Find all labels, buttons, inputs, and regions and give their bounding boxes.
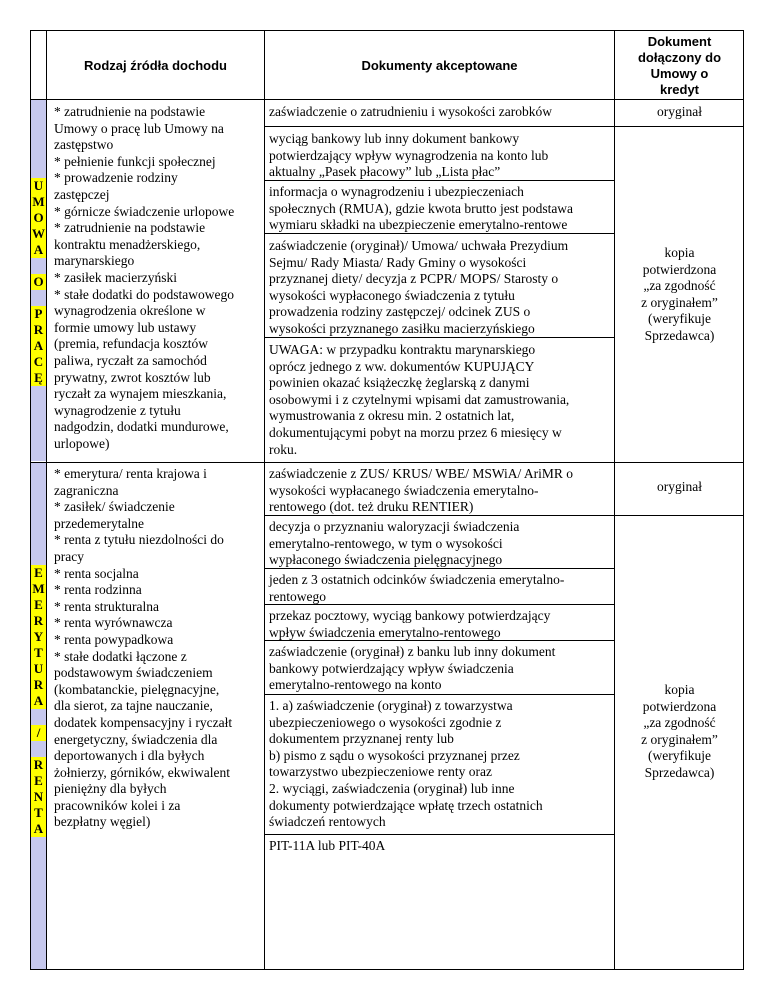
side-letter: M <box>32 581 45 596</box>
side-letter <box>31 290 46 306</box>
document-item: jeden z 3 ostatnich odcinków świadczenia emerytalno- rentowego <box>269 572 565 604</box>
side-letter: / <box>31 725 46 741</box>
side-letter: R <box>31 677 46 693</box>
side-letter: O <box>31 210 46 226</box>
header-income-source: Rodzaj źródła dochodu <box>84 58 227 73</box>
document-item: zaświadczenie z ZUS/ KRUS/ WBE/ MSWiA/ AriMR o wysokości wypłacanego świadczenia emerytalno- rentowego (dot. też druku RENTIER) <box>269 466 574 515</box>
side-letter: T <box>31 805 46 821</box>
side-letter: P <box>31 306 46 322</box>
income-sources-employment: * zatrudnienie na podstawie Umowy o pracę lub Umowy na zastępstwo * pełnienie funkcji społecznej * prowadzenie rodziny zastępczej * górnicze świadczenie urlopowe * zatrudnienie na podstawie kontraktu menadżerskiego, marynarskiego * zasiłek macierzyński * stałe dodatki do podstawowego wynagrodzenia określone w formie umowy lub ustawy (premia, refundacja kosztów paliwa, ryczałt za samochód prywatny, zwrot kosztów lub ryczałt za wynajem mieszkania, wynagrodzenie z tytułu nadgodzin, dodatki mundurowe, urlopowe) <box>54 104 235 451</box>
col-divider-1 <box>46 30 47 970</box>
side-letter <box>31 258 46 274</box>
col-divider-3 <box>614 30 615 970</box>
header-accepted-documents: Dokumenty akceptowane <box>361 58 518 73</box>
side-label-emerytura-renta <box>31 565 46 837</box>
side-letter: R <box>31 757 46 773</box>
document-item: decyzja o przyznaniu waloryzacji świadczenia emerytalno-rentowego, w tym o wysokości wypłaconego świadczenia pielęgnacyjnego <box>269 519 520 568</box>
document-note: UWAGA: w przypadku kontraktu marynarskiego oprócz jednego z ww. dokumentów KUPUJĄCY powinien okazać książeczkę żeglarską z danymi osobowymi i z czytelnymi wpisami dat zamustrowania, wymustrowania z okresu min. 2 ostatnich lat, dokumentującymi pobyt na morzu przez 6 miesięcy w roku. <box>269 342 570 457</box>
row-line <box>264 694 614 695</box>
row-line <box>264 834 614 835</box>
document-item: zaświadczenie o zatrudnieniu i wysokości zarobków <box>269 104 553 119</box>
side-letter: C <box>31 354 46 370</box>
document-item: zaświadczenie (oryginał) z banku lub inny dokument bankowy potwierdzający wpływ świadczenia emerytalno-rentowego na konto <box>269 644 556 693</box>
document-item: 1. a) zaświadczenie (oryginał) z towarzystwa ubezpieczeniowego o wysokości zgodnie z dokumentem przyznanej renty lub b) pismo z sądu o wysokości przyznanej przez towarzystwo ubezpieczeniowe renty oraz 2. wyciągi, zaświadczenia (oryginał) lub inne dokumenty potwierdzające wpłatę trzech ostatnich świadczeń rentowych <box>269 698 543 830</box>
side-letter: M <box>32 194 45 209</box>
side-letter <box>31 709 46 725</box>
side-letter: W <box>32 226 45 241</box>
side-letter: U <box>31 178 46 194</box>
side-letter: Ę <box>31 370 46 386</box>
document-item: PIT-11A lub PIT-40A <box>269 838 386 853</box>
document-item: wyciąg bankowy lub inny dokument bankowy potwierdzający wpływ wynagrodzenia na konto lub aktualny „Pasek płacowy” lub „Lista płac” <box>269 131 549 180</box>
side-letter: E <box>31 565 46 581</box>
side-label-umowa-o-prace <box>31 178 46 386</box>
side-letter: T <box>31 645 46 661</box>
side-letter: O <box>31 274 46 290</box>
document-item: przekaz pocztowy, wyciąg bankowy potwierdzający wpływ świadczenia emerytalno-rentowego <box>269 608 551 640</box>
side-letter: A <box>31 338 46 354</box>
document-item: informacja o wynagrodzeniu i ubezpieczeniach społecznych (RMUA), gdzie kwota brutto jest podstawa wymiaru składki na ubezpieczenie emerytalno-rentowe <box>269 184 574 233</box>
side-letter: R <box>31 613 46 629</box>
side-letter: A <box>31 693 46 709</box>
side-letter: R <box>31 322 46 338</box>
attachment-certified-copy: kopia potwierdzona „za zgodność z oryginałem” (weryfikuje Sprzedawca) <box>641 245 718 343</box>
document-item: zaświadczenie (oryginał)/ Umowa/ uchwała Prezydium Sejmu/ Rady Miasta/ Rady Gminy o wysokości przyznanej diety/ decyzja z PCPR/ MOPS/ Starosty o wysokości wypłaconego świadczenia z tytułu prowadzenia rodziny zastępczej/ odcinek ZUS o wysokości przyznanego zasiłku macierzyńskiego <box>269 238 569 336</box>
attachment-certified-copy: kopia potwierdzona „za zgodność z oryginałem” (weryfikuje Sprzedawca) <box>641 682 718 780</box>
col-divider-2 <box>264 30 265 970</box>
attachment-original: oryginał <box>657 104 702 119</box>
section-divider <box>30 462 744 463</box>
side-letter: U <box>31 661 46 677</box>
side-letter <box>31 741 46 757</box>
attachment-original: oryginał <box>657 479 702 494</box>
side-letter: A <box>31 821 46 837</box>
row-line <box>264 126 744 127</box>
side-letter: N <box>31 789 46 805</box>
side-letter: E <box>31 597 46 613</box>
header-attached-document: Dokument dołączony do Umowy o kredyt <box>637 34 722 97</box>
side-letter: A <box>31 242 46 258</box>
side-letter: E <box>31 773 46 789</box>
header-bottom-line <box>30 99 744 100</box>
income-sources-pension: * emerytura/ renta krajowa i zagraniczna * zasiłek/ świadczenie przedemerytalne * renta z tytułu niezdolności do pracy * renta socjalna * renta rodzinna * renta strukturalna * renta wyrównawcza * renta powypadkowa * stałe dodatki łączone z podstawowym świadczeniem (kombatanckie, pielęgnacyjne, dla sierot, za tajne nauczanie, dodatek kompensacyjny i ryczałt energetyczny, świadczenia dla deportowanych i dla byłych żołnierzy, górników, ekwiwalent pieniężny dla byłych pracowników kolei i za bezpłatny węgiel) <box>54 466 233 830</box>
side-letter: Y <box>31 629 46 645</box>
